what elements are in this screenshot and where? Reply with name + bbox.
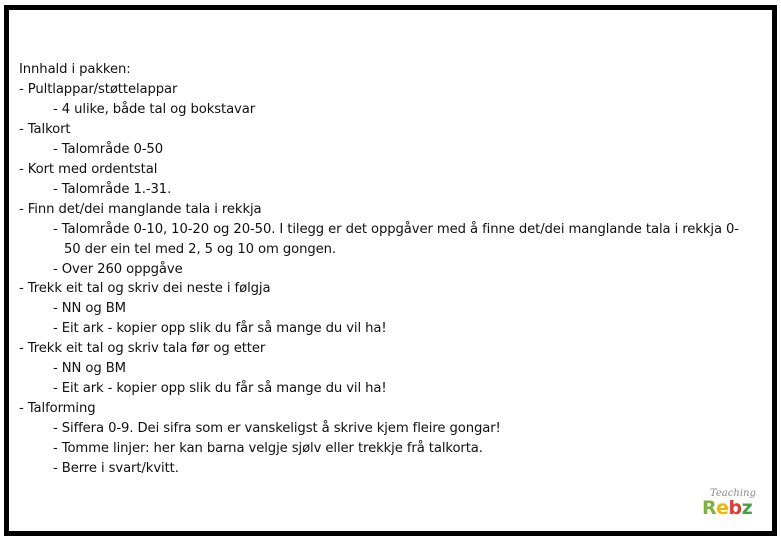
sub-list-item: - Talområde 0-10, 10-20 og 20-50. I tilegg er det oppgåver med å finne det/dei manglande tala i rekkja 0-50 der ein tel med 2, 5 og 10 om gongen. bbox=[53, 221, 739, 257]
sub-list-item: - Siffera 0-9. Dei sifra som er vanskeligst å skrive kjem fleire gongar! bbox=[53, 421, 501, 437]
logo-wordmark bbox=[702, 497, 752, 519]
list-item: - Kort med ordentstal bbox=[19, 161, 158, 177]
list-item: - Finn det/dei manglande tala i rekkja bbox=[19, 201, 262, 217]
sub-list-item: - Eit ark - kopier opp slik du får så mange du vil ha! bbox=[53, 321, 387, 337]
list-item: - Trekk eit tal og skriv tala før og etter bbox=[19, 341, 266, 357]
sub-list-item: - Over 260 oppgåve bbox=[53, 261, 183, 277]
contents-list bbox=[19, 80, 739, 479]
sub-list-item: - Tomme linjer: her kan barna velgje sjølv eller trekkje frå talkorta. bbox=[53, 441, 483, 457]
logo-letter: b bbox=[728, 497, 742, 519]
sub-list-item: - 4 ulike, både tal og bokstavar bbox=[53, 101, 256, 117]
logo-letter: z bbox=[741, 497, 753, 519]
sub-list-item: - NN og BM bbox=[53, 361, 126, 377]
contents-heading: Innhald i pakken: bbox=[19, 62, 131, 77]
list-item: - Trekk eit tal og skriv dei neste i følgja bbox=[19, 281, 271, 297]
sub-list-item: - Talområde 1.-31. bbox=[53, 181, 172, 197]
logo-letter: R bbox=[702, 497, 717, 519]
logo-letter: e bbox=[716, 497, 729, 519]
list-item: - Talforming bbox=[19, 401, 96, 417]
sub-list-item: - NN og BM bbox=[53, 301, 126, 317]
sub-list-item: - Talområde 0-50 bbox=[53, 141, 163, 157]
logo-top-text: Teaching bbox=[710, 488, 756, 499]
list-item: - Talkort bbox=[19, 121, 71, 137]
teaching-rebz-logo bbox=[698, 488, 758, 522]
list-item: - Pultlappar/støttelappar bbox=[19, 81, 178, 97]
sub-list-item: - Eit ark - kopier opp slik du får så mange du vil ha! bbox=[53, 381, 387, 397]
sub-list-item: - Berre i svart/kvitt. bbox=[53, 461, 179, 477]
document-body bbox=[19, 60, 739, 479]
